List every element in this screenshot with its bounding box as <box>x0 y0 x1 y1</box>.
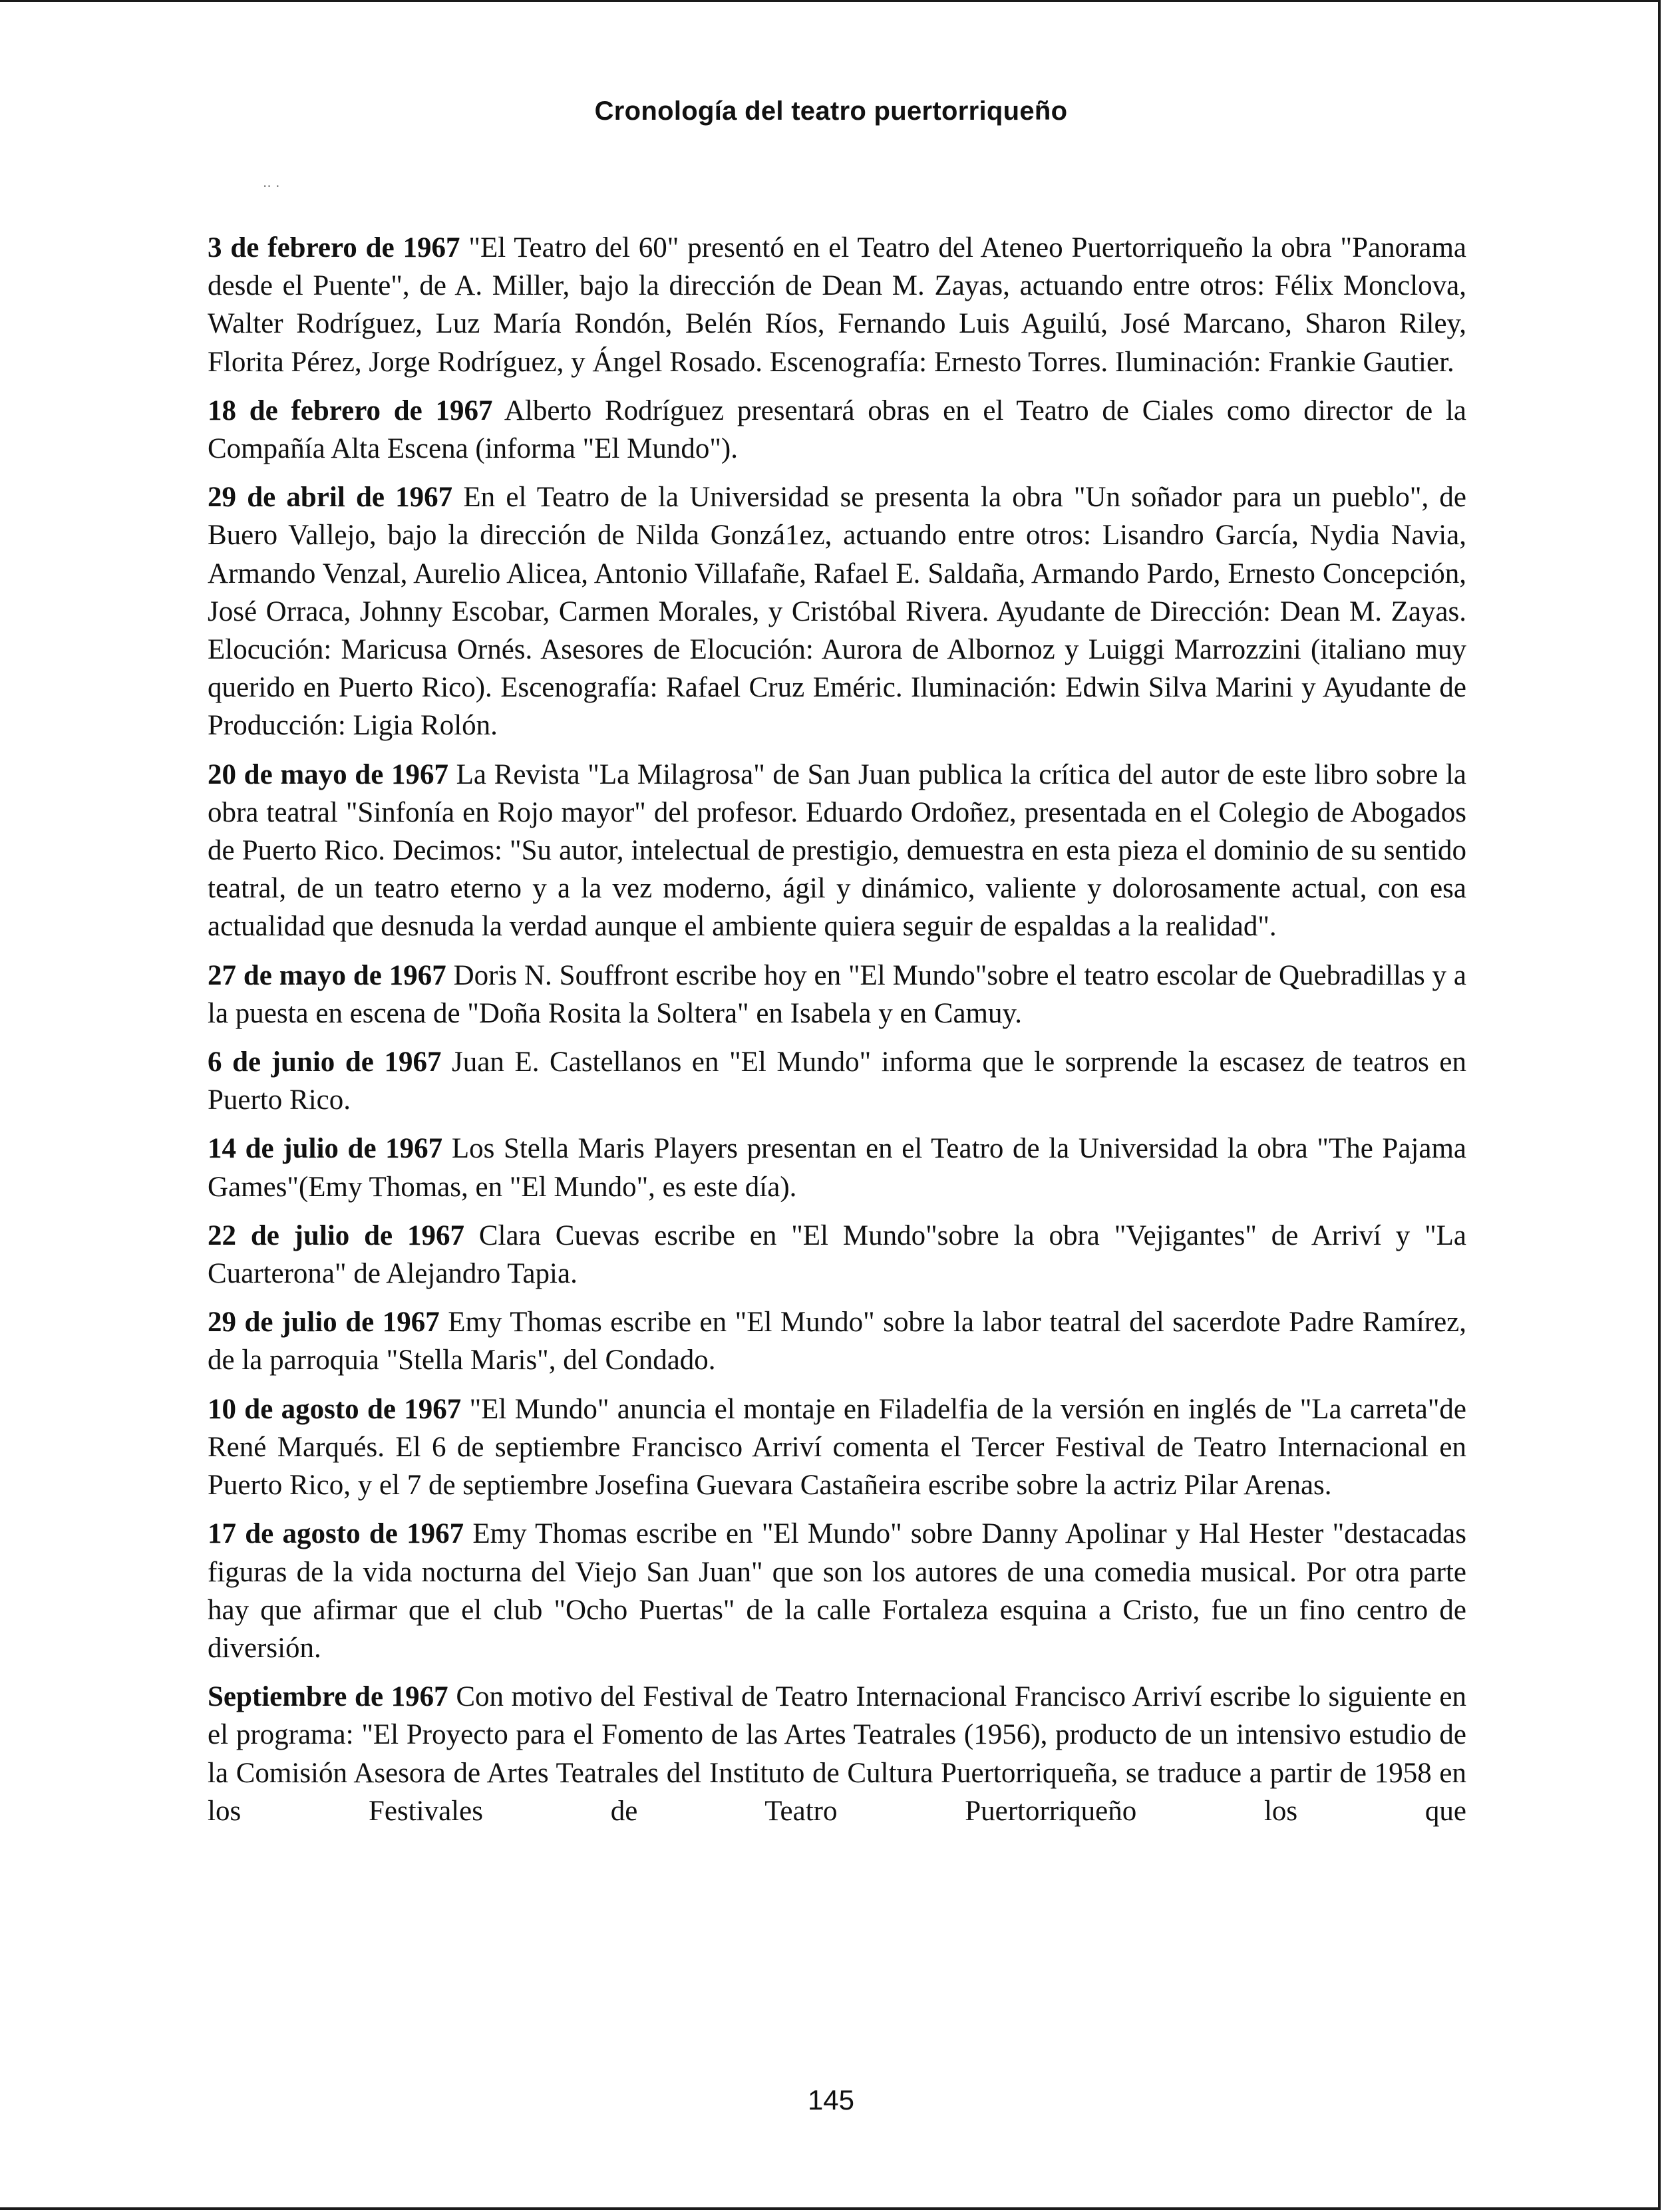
entry-date: 10 de agosto de 1967 <box>208 1393 462 1425</box>
entry-date: 29 de julio de 1967 <box>208 1307 440 1339</box>
entry-date: 6 de junio de 1967 <box>208 1046 442 1078</box>
entry-date: 22 de julio de 1967 <box>208 1219 464 1251</box>
chronology-entry <box>208 392 1466 468</box>
running-header: Cronología del teatro puertorriqueño <box>594 96 1068 126</box>
entry-date: 17 de agosto de 1967 <box>208 1518 464 1550</box>
chronology-entry <box>208 1515 1466 1667</box>
entry-text: Con motivo del Festival de Teatro Internacional Francisco Arriví escribe lo siguiente en el programa: "El Proyecto para el Fomento de las Artes Teatrales (1956), producto de un intensivo estudio de la Comisión Asesora de Artes Teatrales del Instituto de Cultura Puertorriqueña, se traduce a partir de 1958 en los Festivales de Teatro Puertorriqueño los que <box>208 1681 1467 1827</box>
chronology-entry <box>208 1390 1466 1505</box>
entry-date: 29 de abril de 1967 <box>208 482 453 514</box>
entry-date: Septiembre de 1967 <box>208 1681 448 1713</box>
entry-text: "El Mundo" anuncia el montaje en Filadelfia de la versión en inglés de "La carreta"de René Marqués. El 6 de septiembre Francisco Arriví comenta el Tercer Festival de Teatro Internacional en Puerto Rico, y el 7 de septiembre Josefina Guevara Castañeira escribe sobre la actriz Pilar Arenas. <box>208 1393 1467 1501</box>
scan-artifact: ·· · <box>263 178 280 194</box>
chronology-body <box>208 229 1466 1841</box>
entry-text: Emy Thomas escribe en "El Mundo" sobre la labor teatral del sacerdote Padre Ramírez, de la parroquia "Stella Maris", del Condado. <box>208 1307 1467 1376</box>
chronology-entry <box>208 478 1466 744</box>
entry-text: En el Teatro de la Universidad se presenta la obra "Un soñador para un pueblo", de Buero Vallejo, bajo la dirección de Nilda Gonzá1ez, actuando entre otros: Lisandro García, Nydia Navia, Armando Venzal, Aurelio Alicea, Antonio Villafañe, Rafael E. Saldaña, Armando Pardo, Ernesto Concepción, José Orraca, Johnny Escobar, Carmen Morales, y Cristóbal Rivera. Ayudante de Dirección: Dean M. Zayas. Elocución: Maricusa Ornés. Asesores de Elocución: Aurora de Albornoz y Luiggi Marrozzini (italiano muy querido en Puerto Rico). Escenografía: Rafael Cruz Eméric. Iluminación: Edwin Silva Marini y Ayudante de Producción: Ligia Rolón. <box>208 482 1466 742</box>
entry-date: 14 de julio de 1967 <box>208 1133 443 1165</box>
chronology-entry <box>208 756 1466 946</box>
entry-text: La Revista "La Milagrosa" de San Juan publica la crítica del autor de este libro sobre la obra teatral "Sinfonía en Rojo mayor" del profesor. Eduardo Ordoñez, presentada en el Colegio de Abogados de Puerto Rico. Decimos: "Su autor, intelectual de prestigio, demuestra en esta pieza el dominio de su sentido teatral, de un teatro eterno y a la vez moderno, ágil y dinámico, valiente y dolorosamente actual, con esa actualidad que desnuda la verdad aunque el ambiente quiera seguir de espaldas a la realidad". <box>208 758 1466 943</box>
entry-date: 20 de mayo de 1967 <box>208 758 448 790</box>
chronology-entry <box>208 1217 1466 1293</box>
entry-date: 3 de febrero de 1967 <box>208 232 460 263</box>
entry-text: Alberto Rodríguez presentará obras en el Teatro de Ciales como director de la Compañía Alta Escena (informa "El Mundo"). <box>208 395 1466 465</box>
entry-date: 18 de febrero de 1967 <box>208 395 493 426</box>
chronology-entry <box>208 1678 1466 1830</box>
page-number: 145 <box>807 2084 855 2116</box>
chronology-entry <box>208 1043 1466 1119</box>
chronology-entry <box>208 1130 1466 1205</box>
entry-text: Juan E. Castellanos en "El Mundo" informa que le sorprende la escasez de teatros en Puerto Rico. <box>208 1046 1466 1116</box>
entry-text: Los Stella Maris Players presentan en el Teatro de la Universidad la obra "The Pajama Games"(Emy Thomas, en "El Mundo", es este día). <box>208 1133 1467 1203</box>
chronology-entry <box>208 957 1466 1032</box>
entry-text: "El Teatro del 60" presentó en el Teatro del Ateneo Puertorriqueño la obra "Panorama desde el Puente", de A. Miller, bajo la dirección de Dean M. Zayas, actuando entre otros: Félix Monclova, Walter Rodríguez, Luz María Rondón, Belén Ríos, Fernando Luis Aguilú, José Marcano, Sharon Riley, Florita Pérez, Jorge Rodríguez, y Ángel Rosado. Escenografía: Ernesto Torres. Iluminación: Frankie Gautier. <box>208 232 1467 378</box>
entry-text: Clara Cuevas escribe en "El Mundo"sobre la obra "Vejigantes" de Arriví y "La Cuarterona" de Alejandro Tapia. <box>208 1219 1466 1290</box>
entry-date: 27 de mayo de 1967 <box>208 959 446 991</box>
chronology-entry <box>208 1303 1466 1379</box>
chronology-entry <box>208 229 1466 381</box>
entry-text: Emy Thomas escribe en "El Mundo" sobre Danny Apolinar y Hal Hester "destacadas figuras de la vida nocturna del Viejo San Juan" que son los autores de una comedia musical. Por otra parte hay que afirmar que el club "Ocho Puertas" de la calle Fortaleza esquina a Cristo, fue un fino centro de diversión. <box>208 1518 1466 1664</box>
entry-text: Doris N. Souffront escribe hoy en "El Mundo"sobre el teatro escolar de Quebradillas y a la puesta en escena de "Doña Rosita la Soltera" en Isabela y en Camuy. <box>208 959 1466 1029</box>
